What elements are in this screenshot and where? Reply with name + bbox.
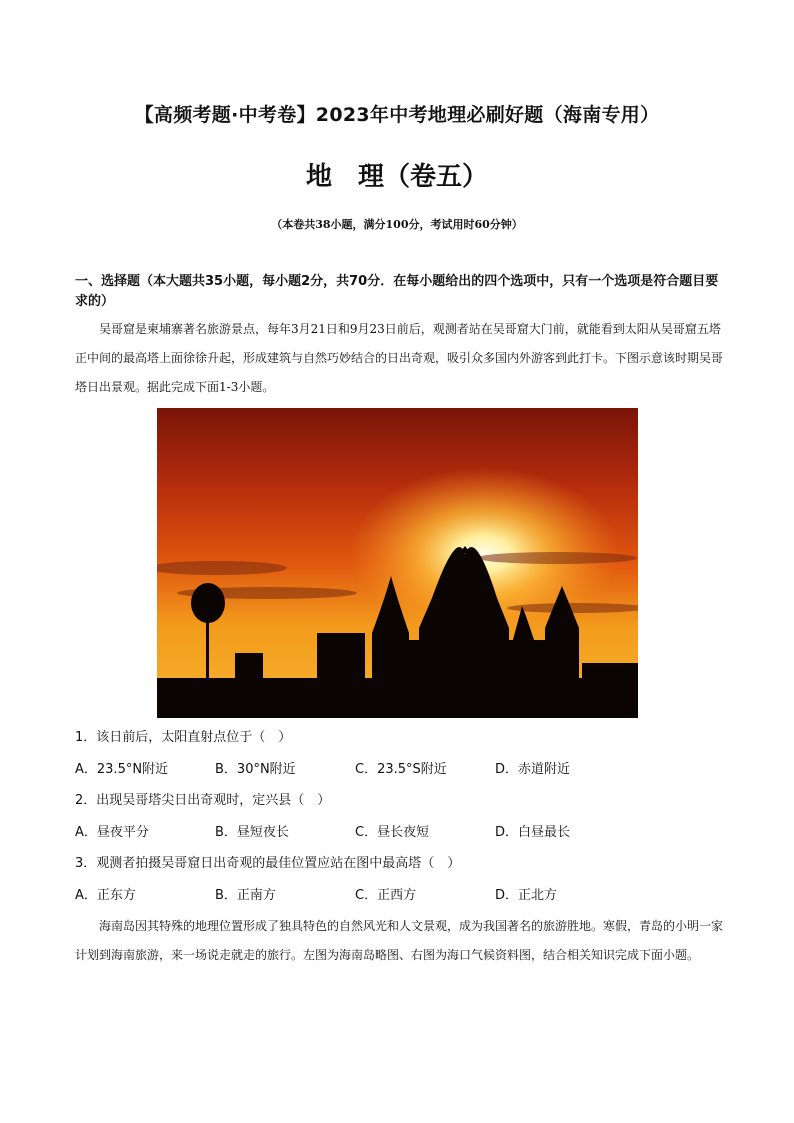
question-stem: 3．观测者拍摄吴哥窟日出奇观的最佳位置应站在图中最高塔（ ） [75, 856, 461, 871]
option-b[interactable]: B．30°N附近 [215, 762, 296, 777]
question-options [75, 821, 725, 840]
option-c[interactable]: C．23.5°S附近 [355, 762, 447, 777]
section-heading: 一、选择题（本大题共35小题，每小题2分，共70分．在每小题给出的四个选项中，只有一个选项是符合题目要求的） [75, 274, 719, 309]
option-a[interactable]: A．昼夜平分 [75, 825, 149, 840]
sunrise-silhouette-image [157, 408, 638, 718]
option-d[interactable]: D．白昼最长 [495, 825, 571, 840]
option-b[interactable]: B．正南方 [215, 888, 276, 903]
question-stem: 2．出现吴哥塔尖日出奇观时，定兴县（ ） [75, 793, 331, 808]
option-d[interactable]: D．正北方 [495, 888, 558, 903]
question-options [75, 884, 725, 903]
document-title: 【高频考题·中考卷】2023年中考地理必刷好题（海南专用） [134, 104, 660, 126]
option-d[interactable]: D．赤道附近 [495, 762, 571, 777]
option-b[interactable]: B．昼短夜长 [215, 825, 289, 840]
angkor-sunrise-photo [157, 408, 638, 718]
question-stem: 1．该日前后，太阳直射点位于（ ） [75, 730, 292, 745]
option-a[interactable]: A．正东方 [75, 888, 136, 903]
paper-subtitle: 地 理（卷五） [305, 162, 488, 192]
option-c[interactable]: C．昼长夜短 [355, 825, 430, 840]
exam-note: （本卷共38小题，满分100分，考试用时60分钟） [271, 218, 523, 231]
passage-angkor: 吴哥窟是柬埔寨著名旅游景点，每年3月21日和9月23日前后，观测者站在吴哥窟大门前，就能看到太阳从吴哥窟五塔正中间的最高塔上面徐徐升起，形成建筑与自然巧妙结合的日出奇观，吸引众多国内外游客到此打卡。下图示意该时期吴哥塔日出景观。据此完成下面1-3小题。 [75, 322, 724, 394]
passage-hainan: 海南岛因其特殊的地理位置形成了独具特色的自然风光和人文景观，成为我国著名的旅游胜地。寒假，青岛的小明一家计划到海南旅游，来一场说走就走的旅行。左图为海南岛略图、右图为海口气候资料图，结合相关知识完成下面小题。 [75, 919, 724, 962]
option-c[interactable]: C．正西方 [355, 888, 417, 903]
option-a[interactable]: A．23.5°N附近 [75, 762, 169, 777]
question-options [75, 758, 725, 777]
